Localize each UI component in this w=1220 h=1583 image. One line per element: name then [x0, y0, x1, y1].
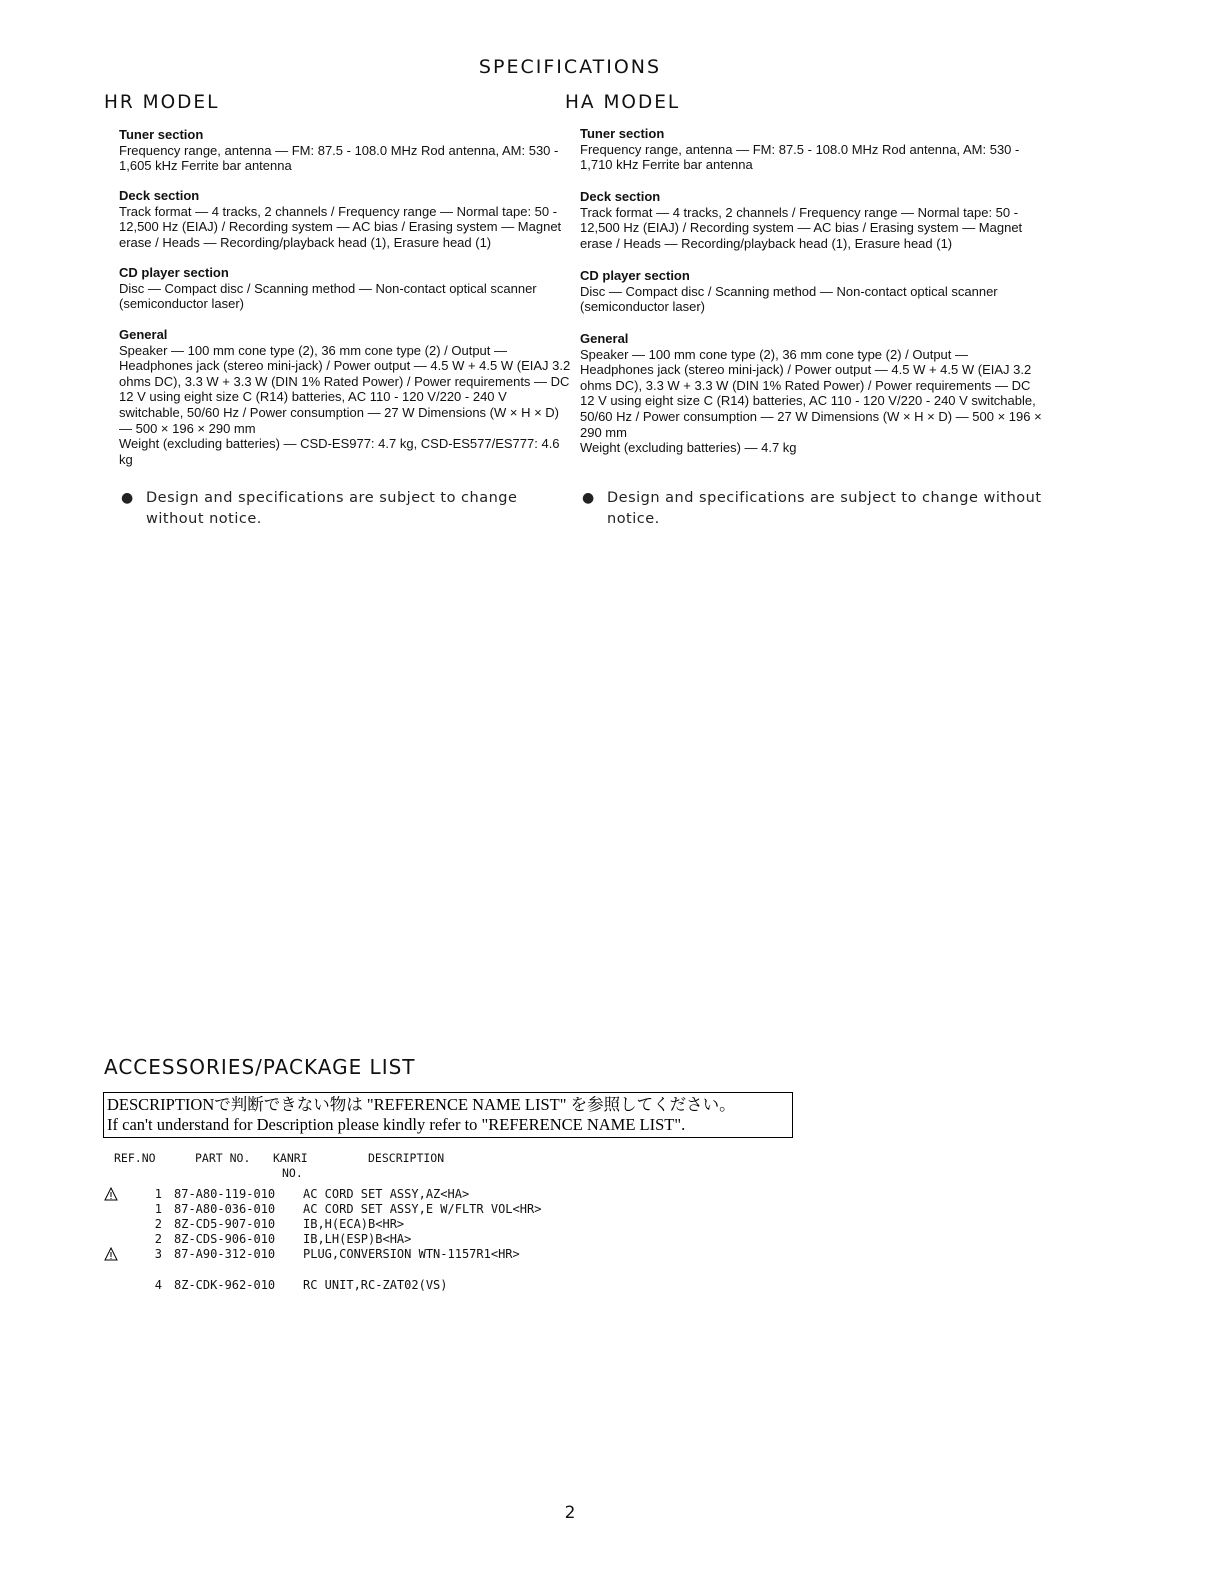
page-number: 2 — [564, 1503, 576, 1523]
description: IB,LH(ESP)B<HA> — [303, 1232, 412, 1246]
warning-icon — [104, 1187, 118, 1201]
ref-no: 3 — [154, 1247, 162, 1261]
warning-icon — [104, 1247, 118, 1261]
description: IB,H(ECA)B<HR> — [303, 1217, 405, 1231]
ref-no: 1 — [154, 1187, 162, 1201]
spec-text: Disc — Compact disc / Scanning method — Non-contact optical scanner (semiconductor laser) — [119, 280, 537, 312]
spec-heading: General — [580, 331, 629, 346]
description: RC UNIT,RC-ZAT02(VS) — [303, 1278, 448, 1292]
spec-text: Speaker — 100 mm cone type (2), 36 mm cone type (2) / Output — Headphones jack (stereo mini-jack) / Power output — 4.5 W + 4.5 W (EIAJ 3.2 ohms DC), 3.3 W + 3.3 W (DIN 1% Rated Power) / Power requirements — DC 12 V using eight size C (R14) batteries, AC 110 - 120 V/220 - 240 V switchable, 50/60 Hz / Power consumption — 27 W Dimensions (W × H × D) — 500 × 196 × 290 mm — [119, 342, 571, 436]
description: AC CORD SET ASSY,E W/FLTR VOL<HR> — [303, 1202, 542, 1216]
column-header-ref-no: REF.NO — [114, 1151, 156, 1165]
spec-text-weight: Weight (excluding batteries) — 4.7 kg — [580, 440, 797, 456]
spec-heading: CD player section — [119, 265, 229, 280]
ha-general-section — [580, 331, 1045, 456]
spec-text: Frequency range, antenna — FM: 87.5 - 108.0 MHz Rod antenna, AM: 530 - 1,605 kHz Ferrite bar antenna — [119, 142, 559, 174]
bullet-icon: ● — [582, 490, 595, 506]
ref-no: 4 — [154, 1278, 162, 1292]
part-no: 8Z-CD5-907-010 — [174, 1217, 276, 1231]
spec-heading: Tuner section — [580, 126, 665, 141]
part-no: 87-A80-119-010 — [174, 1187, 276, 1201]
ha-notice — [582, 488, 1045, 530]
hr-model-heading: HR MODEL — [104, 92, 220, 113]
accessories-title: ACCESSORIES/PACKAGE LIST — [104, 1055, 416, 1079]
hr-notice — [121, 488, 574, 530]
spec-text: Speaker — 100 mm cone type (2), 36 mm cone type (2) / Output — Headphones jack (stereo mini-jack) / Power output — 4.5 W + 4.5 W (EIAJ 3.2 ohms DC), 3.3 W + 3.3 W (DIN 1% Rated Power) / Power requirements — DC 12 V using eight size C (R14) batteries, AC 110 - 120 V/220 - 240 V switchable, 50/60 Hz / Power consumption — 27 W Dimensions (W × H × D) — 500 × 196 × 290 mm — [580, 346, 1042, 440]
column-header-part-no: PART NO. — [195, 1151, 251, 1165]
hr-tuner-section — [119, 127, 574, 174]
reference-note-box — [103, 1092, 793, 1138]
ha-tuner-section — [580, 126, 1045, 173]
bullet-icon: ● — [121, 490, 134, 506]
description: AC CORD SET ASSY,AZ<HA> — [303, 1187, 470, 1201]
reference-note-english: If can't understand for Description please kindly refer to "REFERENCE NAME LIST". — [107, 1115, 686, 1134]
ha-model-heading: HA MODEL — [565, 92, 681, 113]
ha-cd-player-section — [580, 268, 1045, 315]
ref-no: 1 — [154, 1202, 162, 1216]
part-no: 8Z-CDS-906-010 — [174, 1232, 276, 1246]
spec-heading: Tuner section — [119, 127, 204, 142]
part-no: 87-A90-312-010 — [174, 1247, 276, 1261]
hr-deck-section — [119, 188, 574, 250]
ref-no: 2 — [154, 1232, 162, 1246]
notice-text: Design and specifications are subject to change without notice. — [146, 490, 518, 527]
part-no: 8Z-CDK-962-010 — [174, 1278, 276, 1292]
reference-note-japanese: DESCRIPTIONで判断できない物は "REFERENCE NAME LIST" を参照してください。 — [107, 1095, 736, 1114]
spec-text: Disc — Compact disc / Scanning method — Non-contact optical scanner (semiconductor laser) — [580, 283, 998, 315]
spec-heading: Deck section — [119, 188, 200, 203]
notice-text: Design and specifications are subject to change without notice. — [607, 490, 1042, 527]
part-no: 87-A80-036-010 — [174, 1202, 276, 1216]
hr-general-section — [119, 327, 574, 467]
spec-text: Frequency range, antenna — FM: 87.5 - 108.0 MHz Rod antenna, AM: 530 - 1,710 kHz Ferrite bar antenna — [580, 141, 1020, 173]
hr-cd-player-section — [119, 265, 574, 312]
spec-text-weight: Weight (excluding batteries) — CSD-ES977: 4.7 kg, CSD-ES577/ES777: 4.6 kg — [119, 436, 560, 467]
page-title: SPECIFICATIONS — [478, 55, 662, 78]
description: PLUG,CONVERSION WTN-1157R1<HR> — [303, 1247, 520, 1261]
spec-text: Track format — 4 tracks, 2 channels / Frequency range — Normal tape: 50 - 12,500 Hz (EIAJ) / Recording system — AC bias / Erasing system — Magnet erase / Heads — Recording/playback head (1), Erasure head (1) — [580, 204, 1023, 251]
spec-text: Track format — 4 tracks, 2 channels / Frequency range — Normal tape: 50 - 12,500 Hz (EIAJ) / Recording system — AC bias / Erasing system — Magnet erase / Heads — Recording/playback head (1), Erasure head (1) — [119, 203, 562, 250]
spec-heading: General — [119, 327, 168, 342]
kanri-label: KANRI — [273, 1151, 308, 1165]
kanri-no-label: NO. — [282, 1166, 303, 1180]
column-header-description: DESCRIPTION — [368, 1151, 445, 1165]
spec-heading: CD player section — [580, 268, 690, 283]
column-header-kanri — [273, 1151, 308, 1181]
spec-heading: Deck section — [580, 189, 661, 204]
ha-deck-section — [580, 189, 1045, 251]
ref-no: 2 — [154, 1217, 162, 1231]
